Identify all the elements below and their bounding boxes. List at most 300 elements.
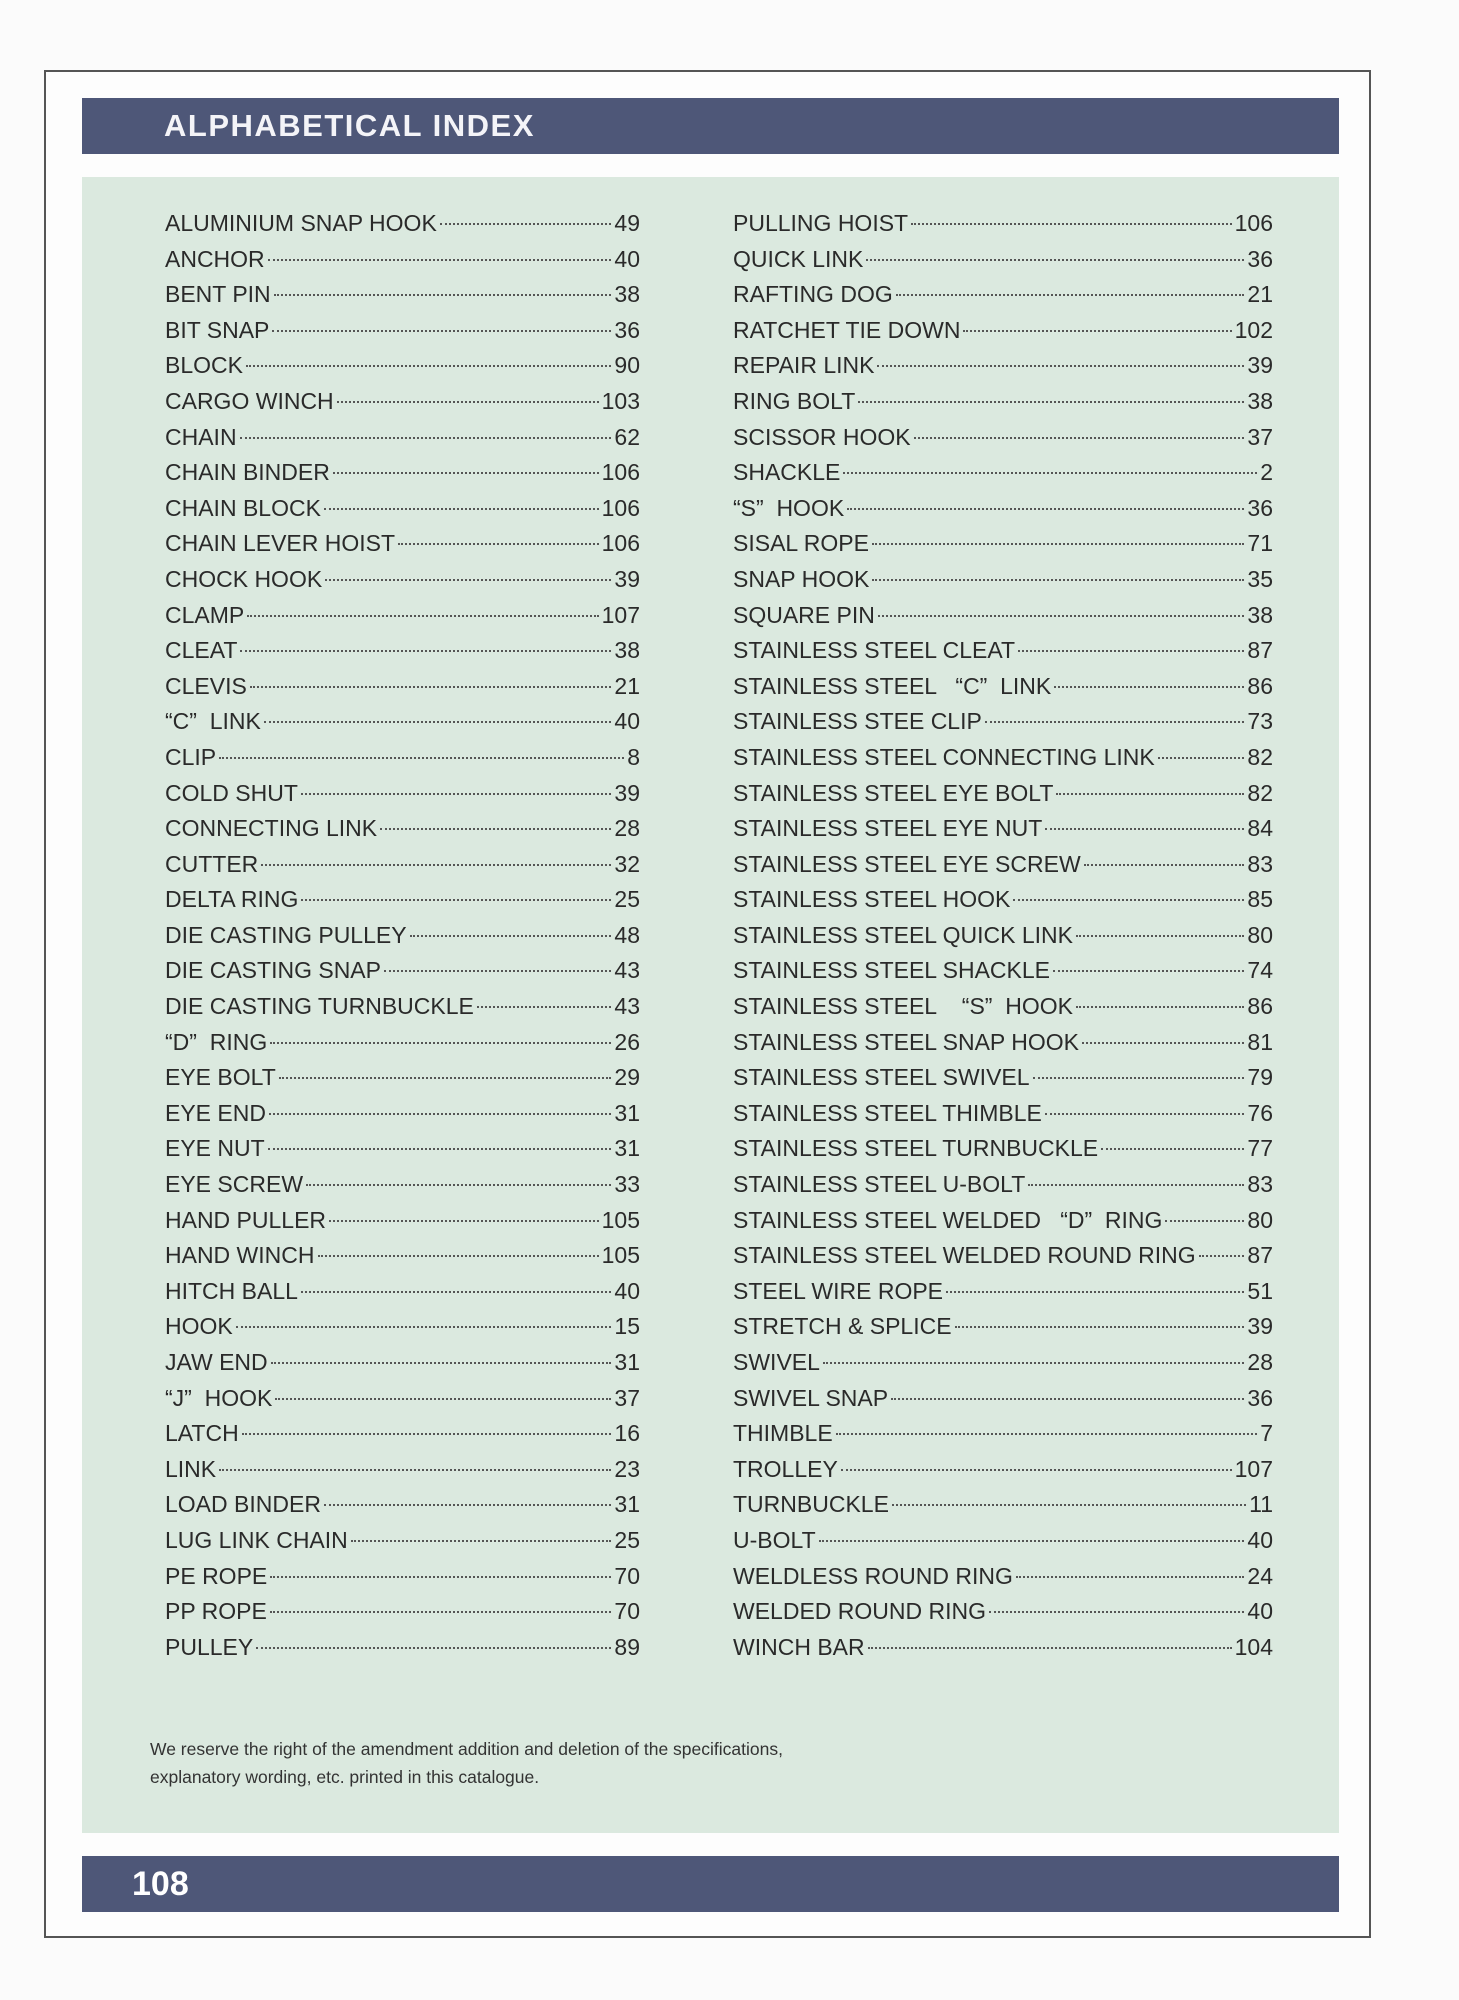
index-entry [733, 566, 1273, 602]
entry-page-number: 21 [614, 672, 640, 699]
index-entry [733, 281, 1273, 317]
entry-page-number: 106 [601, 494, 640, 521]
entry-name: STRETCH & SPLICE [733, 1313, 952, 1340]
entry-page-number: 107 [601, 601, 640, 628]
entry-page-number: 38 [1247, 387, 1273, 414]
dot-leader [843, 472, 1257, 474]
index-entry [165, 1242, 640, 1278]
entry-name: HITCH BALL [165, 1277, 298, 1304]
index-entry [165, 815, 640, 851]
dot-leader [329, 1220, 599, 1222]
index-entry [165, 1563, 640, 1599]
entry-page-number: 80 [1247, 921, 1273, 948]
entry-page-number: 38 [1247, 601, 1273, 628]
entry-name: SQUARE PIN [733, 601, 875, 628]
index-entry [165, 1527, 640, 1563]
entry-name: STAINLESS STEEL TURNBUCKLE [733, 1135, 1099, 1162]
dot-leader [1076, 1006, 1244, 1008]
entry-page-number: 105 [601, 1206, 640, 1233]
index-entry [733, 1207, 1273, 1243]
dot-leader [866, 259, 1244, 261]
entry-page-number: 81 [1247, 1028, 1273, 1055]
dot-leader [306, 1184, 611, 1186]
entry-page-number: 48 [614, 921, 640, 948]
dot-leader [236, 1326, 612, 1328]
entry-name: CHAIN BLOCK [165, 494, 321, 521]
dot-leader [946, 1291, 1244, 1293]
page-number: 108 [132, 1864, 189, 1903]
entry-page-number: 86 [1247, 672, 1273, 699]
entry-page-number: 73 [1247, 708, 1273, 735]
dot-leader [301, 793, 612, 795]
index-entry [733, 993, 1273, 1029]
index-entry [733, 1598, 1273, 1634]
entry-name: “C” LINK [165, 708, 261, 735]
dot-leader [963, 330, 1231, 332]
entry-page-number: 15 [614, 1313, 640, 1340]
disclaimer-note [150, 1735, 950, 1791]
index-entry [165, 1420, 640, 1456]
dot-leader [410, 935, 612, 937]
index-entry [165, 851, 640, 887]
entry-page-number: 33 [614, 1171, 640, 1198]
dot-leader [301, 899, 611, 901]
dot-leader [337, 401, 599, 403]
index-entry [733, 424, 1273, 460]
dot-leader [1158, 757, 1245, 759]
index-entry [733, 352, 1273, 388]
index-entry [733, 1100, 1273, 1136]
dot-leader [1053, 970, 1244, 972]
index-entry [165, 530, 640, 566]
entry-page-number: 80 [1247, 1206, 1273, 1233]
dot-leader [240, 650, 611, 652]
index-column-right [733, 210, 1273, 1669]
index-entry [165, 1491, 640, 1527]
dot-leader [868, 1647, 1232, 1649]
entry-page-number: 16 [614, 1420, 640, 1447]
footer-band [82, 1856, 1339, 1912]
entry-name: EYE SCREW [165, 1171, 304, 1198]
entry-page-number: 77 [1247, 1135, 1273, 1162]
dot-leader [247, 615, 598, 617]
entry-name: CHOCK HOOK [165, 565, 323, 592]
entry-name: BIT SNAP [165, 316, 270, 343]
index-entry [733, 673, 1273, 709]
entry-page-number: 39 [1247, 352, 1273, 379]
index-entry [733, 815, 1273, 851]
index-entry [733, 602, 1273, 638]
entry-page-number: 83 [1247, 850, 1273, 877]
index-entry [165, 352, 640, 388]
entry-page-number: 106 [601, 530, 640, 557]
entry-name: CHAIN BINDER [165, 459, 330, 486]
entry-page-number: 26 [614, 1028, 640, 1055]
index-entry [733, 1563, 1273, 1599]
dot-leader [271, 1362, 612, 1364]
entry-name: COLD SHUT [165, 779, 298, 806]
entry-name: JAW END [165, 1349, 268, 1375]
dot-leader [1165, 1220, 1244, 1222]
entry-page-number: 106 [1234, 210, 1273, 236]
entry-page-number: 70 [614, 1562, 640, 1589]
entry-name: STAINLESS STEEL SWIVEL [733, 1064, 1030, 1091]
entry-name: STAINLESS STEEL U-BOLT [733, 1171, 1026, 1198]
entry-name: STAINLESS STEEL EYE SCREW [733, 850, 1081, 877]
entry-page-number: 62 [614, 423, 640, 450]
entry-name: DELTA RING [165, 886, 299, 913]
entry-page-number: 82 [1247, 779, 1273, 806]
dot-leader [872, 543, 1244, 545]
entry-name: EYE NUT [165, 1135, 265, 1162]
entry-name: STEEL WIRE ROPE [733, 1277, 944, 1304]
entry-name: STAINLESS STEEL CLEAT [733, 637, 1016, 664]
entry-page-number: 70 [614, 1598, 640, 1625]
entry-name: EYE END [165, 1099, 266, 1126]
index-entry [165, 1029, 640, 1065]
entry-page-number: 25 [614, 886, 640, 913]
entry-name: PULLING HOIST [733, 210, 909, 236]
index-entry [165, 1313, 640, 1349]
entry-name: SWIVEL SNAP [733, 1384, 889, 1411]
entry-page-number: 49 [614, 210, 640, 236]
entry-name: “J” HOOK [165, 1384, 273, 1411]
entry-page-number: 89 [614, 1633, 640, 1660]
index-entry [733, 1634, 1273, 1670]
entry-name: CUTTER [165, 850, 259, 877]
entry-name: LUG LINK CHAIN [165, 1526, 348, 1553]
index-entry [165, 922, 640, 958]
dot-leader [318, 1255, 599, 1257]
entry-name: HAND WINCH [165, 1242, 315, 1269]
entry-page-number: 74 [1247, 957, 1273, 984]
entry-page-number: 38 [614, 637, 640, 664]
disclaimer-line: explanatory wording, etc. printed in this catalogue. [150, 1767, 540, 1787]
dot-leader [246, 365, 611, 367]
entry-name: TROLLEY [733, 1455, 838, 1482]
index-entry [165, 1100, 640, 1136]
entry-page-number: 85 [1247, 886, 1273, 913]
dot-leader [219, 757, 624, 759]
index-entry [733, 1349, 1273, 1385]
dot-leader [384, 970, 611, 972]
index-entry [733, 1242, 1273, 1278]
entry-page-number: 90 [614, 352, 640, 379]
index-entry [733, 317, 1273, 353]
entry-name: BENT PIN [165, 281, 271, 308]
dot-leader [877, 365, 1244, 367]
index-entry [165, 424, 640, 460]
entry-name: STAINLESS STEEL EYE BOLT [733, 779, 1054, 806]
dot-leader [878, 615, 1245, 617]
entry-name: STAINLESS STEEL HOOK [733, 886, 1011, 913]
entry-name: STAINLESS STEEL WELDED ROUND RING [733, 1242, 1196, 1269]
entry-name: CONNECTING LINK [165, 815, 378, 842]
dot-leader [1016, 1576, 1245, 1578]
dot-leader [477, 1006, 612, 1008]
index-entry [733, 1491, 1273, 1527]
entry-page-number: 31 [614, 1135, 640, 1162]
entry-page-number: 39 [1247, 1313, 1273, 1340]
index-entry [733, 780, 1273, 816]
index-entry [165, 495, 640, 531]
entry-page-number: 102 [1234, 316, 1273, 343]
entry-name: STAINLESS STEEL EYE NUT [733, 815, 1043, 842]
dot-leader [440, 223, 612, 225]
dot-leader [1045, 828, 1244, 830]
entry-name: STAINLESS STEEL “S” HOOK [733, 993, 1073, 1020]
dot-leader [269, 1113, 611, 1115]
entry-page-number: 40 [1247, 1598, 1273, 1625]
entry-page-number: 36 [1247, 1384, 1273, 1411]
dot-leader [1054, 686, 1244, 688]
dot-leader [242, 1433, 612, 1435]
entry-name: LINK [165, 1455, 217, 1482]
dot-leader [989, 1611, 1244, 1613]
index-entry [165, 1456, 640, 1492]
entry-name: WINCH BAR [733, 1633, 865, 1660]
dot-leader [847, 508, 1244, 510]
entry-page-number: 38 [614, 281, 640, 308]
entry-name: STAINLESS STEEL QUICK LINK [733, 921, 1073, 948]
disclaimer-line: We reserve the right of the amendment addition and deletion of the specifications, [150, 1739, 783, 1759]
entry-page-number: 11 [1249, 1491, 1273, 1518]
entry-page-number: 106 [601, 459, 640, 486]
entry-page-number: 107 [1234, 1455, 1273, 1482]
index-entry [165, 1349, 640, 1385]
entry-name: ALUMINIUM SNAP HOOK [165, 210, 437, 236]
dot-leader [324, 508, 599, 510]
index-entry [733, 922, 1273, 958]
entry-name: SNAP HOOK [733, 565, 870, 592]
dot-leader [279, 1077, 612, 1079]
index-entry [733, 851, 1273, 887]
dot-leader [841, 1469, 1232, 1471]
entry-page-number: 39 [614, 565, 640, 592]
entry-page-number: 43 [614, 957, 640, 984]
entry-name: PULLEY [165, 1633, 254, 1660]
entry-page-number: 23 [614, 1455, 640, 1482]
dot-leader [823, 1362, 1244, 1364]
entry-name: CLAMP [165, 601, 245, 628]
entry-page-number: 2 [1260, 459, 1273, 486]
index-entry [165, 317, 640, 353]
entry-page-number: 36 [1247, 494, 1273, 521]
entry-name: LOAD BINDER [165, 1491, 321, 1518]
index-entry [165, 957, 640, 993]
index-entry [165, 780, 640, 816]
dot-leader [1028, 1184, 1244, 1186]
dot-leader [240, 437, 612, 439]
entry-name: DIE CASTING PULLEY [165, 921, 407, 948]
index-entry [165, 673, 640, 709]
entry-name: QUICK LINK [733, 245, 864, 272]
entry-page-number: 29 [614, 1064, 640, 1091]
index-entry [733, 246, 1273, 282]
index-entry [165, 744, 640, 780]
dot-leader [819, 1540, 1245, 1542]
entry-page-number: 25 [614, 1526, 640, 1553]
entry-page-number: 83 [1247, 1171, 1273, 1198]
dot-leader [264, 721, 612, 723]
index-entry [733, 495, 1273, 531]
entry-name: RING BOLT [733, 387, 856, 414]
dot-leader [351, 1540, 612, 1542]
index-entry [165, 459, 640, 495]
dot-leader [270, 1576, 611, 1578]
dot-leader [1076, 935, 1244, 937]
entry-name: STAINLESS STEEL SHACKLE [733, 957, 1051, 984]
index-entry [165, 886, 640, 922]
dot-leader [914, 437, 1245, 439]
entry-name: STAINLESS STEEL CONNECTING LINK [733, 743, 1155, 770]
entry-name: HOOK [165, 1313, 233, 1340]
dot-leader [985, 721, 1245, 723]
entry-name: LATCH [165, 1420, 239, 1447]
dot-leader [1013, 899, 1244, 901]
entry-page-number: 105 [601, 1242, 640, 1269]
entry-page-number: 32 [614, 850, 640, 877]
index-entry [165, 993, 640, 1029]
index-entry [165, 1135, 640, 1171]
dot-leader [892, 1504, 1246, 1506]
entry-name: CLEVIS [165, 672, 247, 699]
dot-leader [1082, 1042, 1244, 1044]
entry-page-number: 31 [614, 1349, 640, 1375]
index-entry [165, 1064, 640, 1100]
index-entry [733, 1420, 1273, 1456]
entry-name: STAINLESS STEEL THIMBLE [733, 1099, 1042, 1126]
entry-name: TURNBUCKLE [733, 1491, 889, 1518]
index-entry [733, 1171, 1273, 1207]
entry-page-number: 86 [1247, 993, 1273, 1020]
entry-page-number: 103 [601, 387, 640, 414]
index-entry [733, 1527, 1273, 1563]
entry-page-number: 104 [1234, 1633, 1273, 1660]
index-entry [165, 637, 640, 673]
index-entry [733, 530, 1273, 566]
index-entry [165, 210, 640, 246]
entry-name: RAFTING DOG [733, 281, 893, 308]
entry-name: SISAL ROPE [733, 530, 869, 557]
entry-name: CLIP [165, 743, 217, 770]
dot-leader [270, 1611, 612, 1613]
dot-leader [1033, 1077, 1245, 1079]
entry-name: REPAIR LINK [733, 352, 875, 379]
entry-name: EYE BOLT [165, 1064, 276, 1091]
dot-leader [836, 1433, 1258, 1435]
index-entry [733, 1278, 1273, 1314]
dot-leader [1056, 793, 1244, 795]
entry-page-number: 84 [1247, 815, 1273, 842]
entry-name: WELDED ROUND RING [733, 1598, 987, 1625]
dot-leader [1199, 1255, 1245, 1257]
entry-page-number: 76 [1247, 1099, 1273, 1126]
entry-page-number: 37 [614, 1384, 640, 1411]
entry-name: CARGO WINCH [165, 387, 334, 414]
entry-name: WELDLESS ROUND RING [733, 1562, 1013, 1589]
entry-name: CHAIN LEVER HOIST [165, 530, 396, 557]
dot-leader [261, 864, 611, 866]
dot-leader [324, 1504, 611, 1506]
entry-page-number: 28 [1247, 1349, 1273, 1375]
dot-leader [955, 1326, 1245, 1328]
dot-leader [872, 579, 1244, 581]
dot-leader [1018, 650, 1244, 652]
dot-leader [274, 294, 612, 296]
entry-page-number: 31 [614, 1099, 640, 1126]
header-band [82, 98, 1339, 154]
index-entry [733, 744, 1273, 780]
entry-name: CLEAT [165, 637, 238, 664]
entry-name: PE ROPE [165, 1562, 268, 1589]
index-entry [165, 1171, 640, 1207]
dot-leader [268, 259, 612, 261]
entry-name: DIE CASTING TURNBUCKLE [165, 993, 474, 1020]
dot-leader [858, 401, 1244, 403]
index-entry [165, 708, 640, 744]
dot-leader [891, 1398, 1244, 1400]
dot-leader [268, 1148, 612, 1150]
dot-leader [911, 223, 1232, 225]
entry-page-number: 36 [1247, 245, 1273, 272]
entry-page-number: 40 [614, 1277, 640, 1304]
index-entry [733, 1135, 1273, 1171]
entry-name: BLOCK [165, 352, 243, 379]
entry-page-number: 8 [627, 743, 640, 770]
dot-leader [896, 294, 1245, 296]
dot-leader [380, 828, 611, 830]
index-entry [165, 1598, 640, 1634]
entry-page-number: 51 [1247, 1277, 1273, 1304]
dot-leader [270, 1042, 611, 1044]
entry-name: THIMBLE [733, 1420, 833, 1447]
entry-name: “S” HOOK [733, 494, 845, 521]
entry-page-number: 37 [1247, 423, 1273, 450]
dot-leader [325, 579, 611, 581]
index-entry [165, 281, 640, 317]
entry-page-number: 31 [614, 1491, 640, 1518]
index-entry [733, 1456, 1273, 1492]
page-title: ALPHABETICAL INDEX [164, 108, 535, 143]
index-entry [733, 1029, 1273, 1065]
index-entry [733, 957, 1273, 993]
index-entry [165, 1634, 640, 1670]
dot-leader [219, 1469, 611, 1471]
dot-leader [275, 1398, 611, 1400]
dot-leader [272, 330, 611, 332]
entry-page-number: 87 [1247, 637, 1273, 664]
entry-page-number: 82 [1247, 743, 1273, 770]
dot-leader [1045, 1113, 1245, 1115]
entry-page-number: 71 [1247, 530, 1273, 557]
entry-name: CHAIN [165, 423, 237, 450]
entry-page-number: 40 [614, 245, 640, 272]
entry-name: STAINLESS STEE CLIP [733, 708, 982, 735]
index-entry [733, 210, 1273, 246]
index-entry [165, 602, 640, 638]
entry-name: DIE CASTING SNAP [165, 957, 381, 984]
entry-name: ANCHOR [165, 245, 265, 272]
dot-leader [250, 686, 612, 688]
index-entry [733, 388, 1273, 424]
dot-leader [1084, 864, 1245, 866]
dot-leader [1101, 1148, 1244, 1150]
entry-name: PP ROPE [165, 1598, 267, 1625]
entry-name: STAINLESS STEEL WELDED “D” RING [733, 1206, 1163, 1233]
entry-page-number: 28 [614, 815, 640, 842]
index-entry [733, 1313, 1273, 1349]
